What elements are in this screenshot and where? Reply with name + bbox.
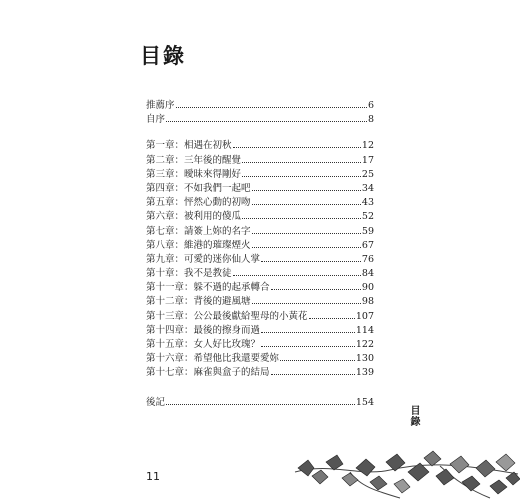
toc-entry-label: 第十三章：公公最後獻給聖母的小黃花	[146, 310, 308, 322]
toc-entry-page: 90	[361, 282, 374, 294]
toc-entry-page: 67	[361, 239, 374, 251]
toc-entry-label: 第十章：我不是教徒	[146, 268, 232, 280]
toc-entry-page: 8	[367, 114, 374, 126]
toc-entry-chapter-14[interactable]	[146, 324, 374, 338]
toc-entry-label: 第七章：請簽上妳的名字	[146, 225, 251, 237]
toc-entry-label: 第一章：相遇在初秋	[146, 140, 232, 152]
toc-entry-page: 130	[355, 353, 374, 365]
dot-leader	[166, 121, 367, 122]
toc-entry-page: 34	[361, 182, 374, 194]
toc-entry-page: 52	[361, 211, 374, 223]
toc-entry-page: 59	[361, 225, 374, 237]
dot-leader	[261, 332, 355, 333]
chapter-side-tab: 目錄	[408, 405, 419, 427]
toc-entry-page: 139	[355, 367, 374, 379]
toc-entry-afterword[interactable]	[146, 396, 374, 410]
dot-leader	[252, 233, 361, 234]
dot-leader	[166, 404, 355, 405]
dot-leader	[242, 162, 361, 163]
toc-entry-label: 第四章：不如我們一起吧	[146, 182, 251, 194]
toc-entry-foreword[interactable]	[146, 99, 374, 113]
toc-entry-preface[interactable]	[146, 113, 374, 127]
toc-entry-label: 第十五章：女人好比玫瑰？	[146, 339, 261, 350]
dot-leader	[252, 303, 361, 304]
section-gap	[146, 381, 374, 396]
dot-leader	[242, 176, 361, 177]
toc-entry-label: 第九章：可愛的迷你仙人掌	[146, 253, 261, 265]
dot-leader	[242, 218, 361, 219]
toc-entry-page: 98	[361, 296, 374, 308]
toc-entry-label: 第十一章：躲不過的起承轉合	[146, 282, 270, 294]
dot-leader	[261, 261, 361, 262]
page-title: 目錄	[140, 44, 186, 68]
toc-entry-label: 第十七章：麻雀與盒子的結局	[146, 367, 270, 379]
dot-leader	[271, 289, 361, 290]
dot-leader	[252, 204, 361, 205]
dot-leader	[176, 107, 367, 108]
toc-entry-label: 後記	[146, 396, 166, 408]
toc-entry-label: 自序	[146, 114, 166, 126]
toc-entry-chapter-6[interactable]	[146, 210, 374, 224]
toc-entry-page: 122	[355, 339, 374, 350]
page-number: 11	[146, 470, 160, 483]
toc-entry-label: 第三章：曖昧來得剛好	[146, 168, 242, 180]
toc-entry-page: 154	[355, 396, 374, 408]
ivy-leaves-illustration-icon	[290, 432, 520, 500]
table-of-contents	[146, 99, 374, 410]
toc-entry-page: 107	[355, 310, 374, 322]
toc-entry-chapter-17[interactable]	[146, 366, 374, 380]
toc-entry-chapter-2[interactable]	[146, 154, 374, 168]
toc-entry-label: 第二章：三年後的醒覺	[146, 154, 242, 166]
toc-entry-chapter-5[interactable]	[146, 196, 374, 210]
dot-leader	[252, 190, 361, 191]
toc-entry-page: 25	[361, 168, 374, 180]
toc-entry-chapter-15[interactable]	[146, 338, 374, 352]
toc-entry-page: 76	[361, 253, 374, 265]
toc-entry-page: 114	[355, 324, 374, 336]
dot-leader	[252, 247, 361, 248]
toc-entry-label: 第八章：維港的璀璨煙火	[146, 239, 251, 251]
toc-entry-chapter-11[interactable]	[146, 281, 374, 295]
toc-entry-label: 第六章：被利用的傻瓜	[146, 211, 242, 223]
toc-entry-chapter-12[interactable]	[146, 295, 374, 309]
section-gap	[146, 127, 374, 139]
dot-leader	[280, 360, 355, 361]
toc-entry-chapter-4[interactable]	[146, 182, 374, 196]
toc-entry-label: 第十六章：希望他比我還要愛妳	[146, 353, 280, 365]
toc-entry-page: 84	[361, 268, 374, 280]
toc-entry-page: 17	[361, 154, 374, 166]
toc-entry-chapter-13[interactable]	[146, 310, 374, 324]
toc-entry-label: 第十四章：最後的擦身而過	[146, 324, 261, 336]
toc-entry-chapter-16[interactable]	[146, 352, 374, 366]
toc-entry-chapter-1[interactable]	[146, 139, 374, 153]
toc-entry-label: 推薦序	[146, 100, 175, 111]
toc-entry-page: 43	[361, 197, 374, 209]
dot-leader	[233, 147, 361, 148]
toc-entry-label: 第十二章：背後的避風塘	[146, 296, 251, 308]
toc-entry-page: 12	[361, 140, 374, 152]
toc-entry-label: 第五章：怦然心動的初吻	[146, 197, 251, 209]
dot-leader	[233, 275, 361, 276]
dot-leader	[271, 374, 355, 375]
dot-leader	[309, 318, 355, 319]
toc-entry-chapter-3[interactable]	[146, 168, 374, 182]
toc-entry-page: 6	[367, 100, 374, 111]
toc-entry-chapter-7[interactable]	[146, 225, 374, 239]
toc-entry-chapter-9[interactable]	[146, 253, 374, 267]
toc-entry-chapter-10[interactable]	[146, 267, 374, 281]
toc-entry-chapter-8[interactable]	[146, 239, 374, 253]
dot-leader	[261, 346, 355, 347]
